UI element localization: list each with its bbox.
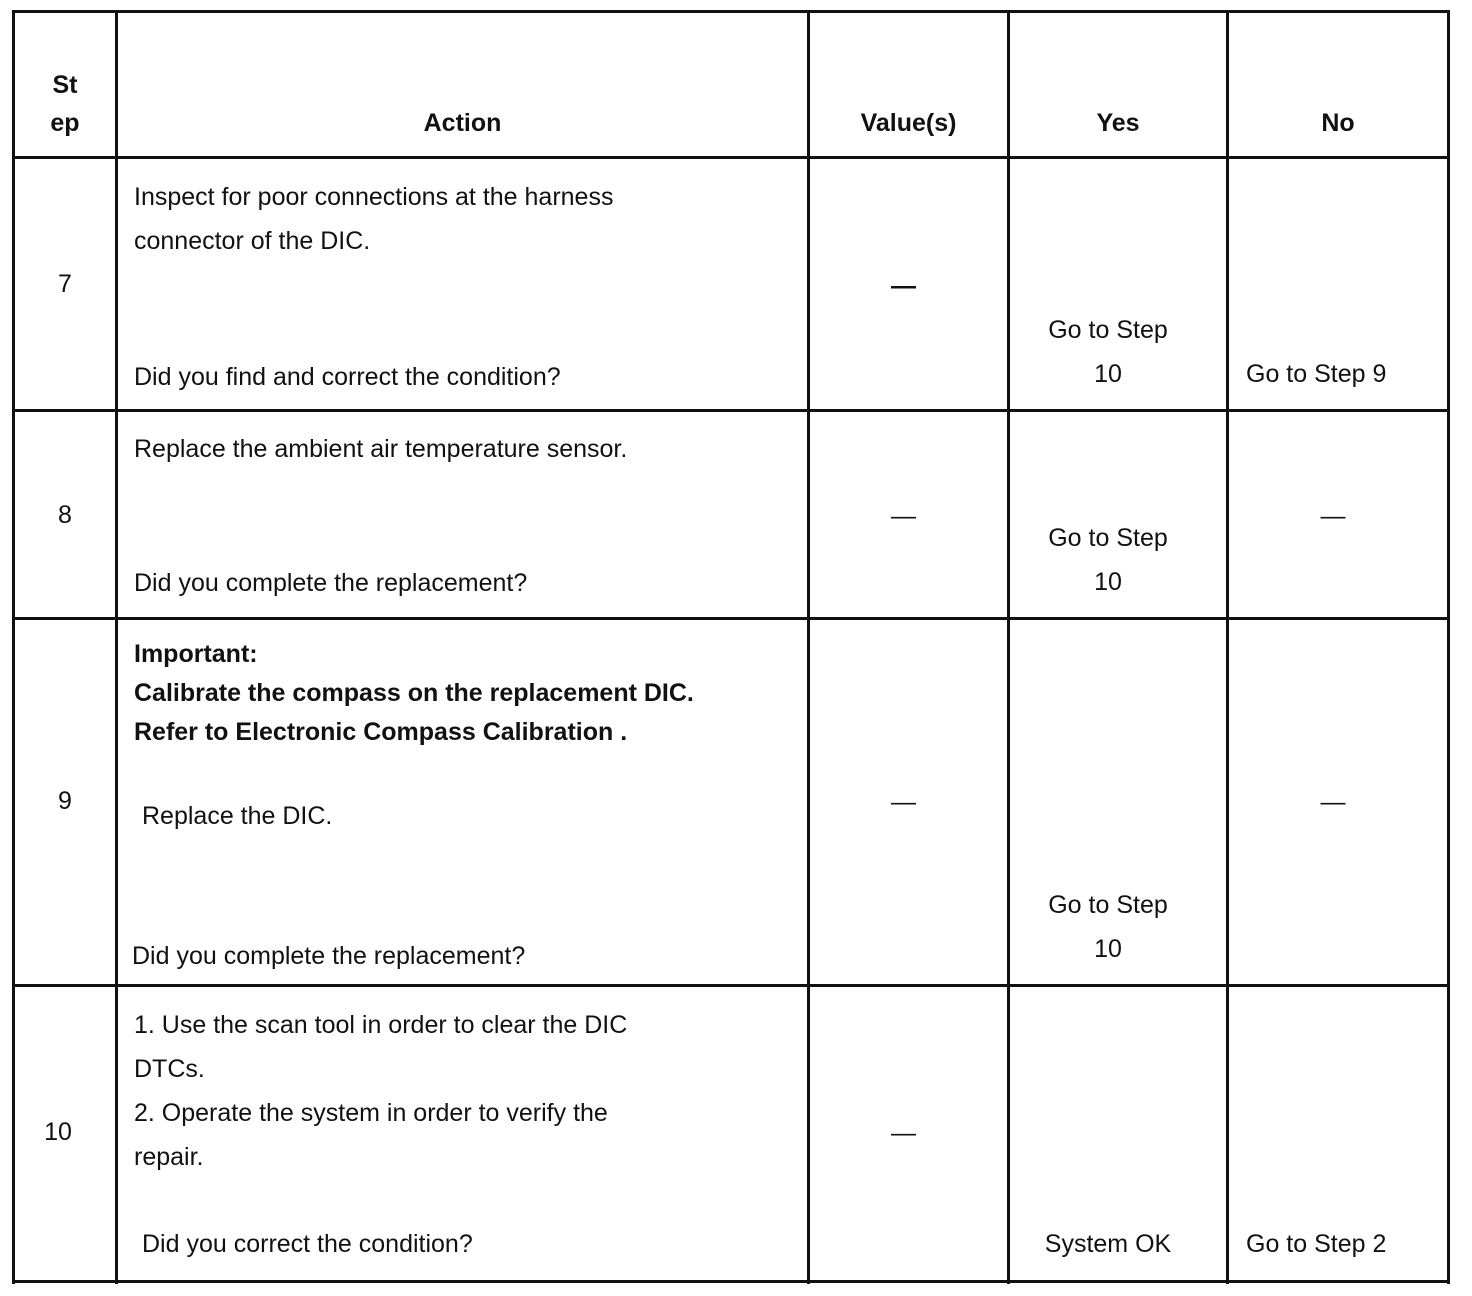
- column-divider: [115, 10, 118, 1284]
- row-divider: [12, 409, 1450, 412]
- header-yes: Yes: [1096, 109, 1140, 137]
- action-question: Did you complete the replacement?: [134, 569, 528, 597]
- action-question: Did you complete the replacement?: [132, 942, 526, 970]
- table-border-left: [12, 10, 15, 1284]
- header-step-line: ep: [50, 109, 80, 137]
- step-number: 8: [58, 501, 72, 529]
- header-values: Value(s): [860, 109, 957, 137]
- value-dash: —: [891, 272, 916, 300]
- table-border-bottom: [12, 1280, 1450, 1283]
- header-divider: [12, 156, 1450, 159]
- column-divider: [807, 10, 810, 1284]
- no-action: Go to Step 9: [1246, 360, 1387, 388]
- action-text: repair.: [134, 1143, 204, 1171]
- action-question: Did you find and correct the condition?: [134, 363, 561, 391]
- yes-action: 10: [1094, 935, 1122, 963]
- no-action: Go to Step 2: [1246, 1230, 1387, 1258]
- action-text: DTCs.: [134, 1055, 205, 1083]
- action-text: 1. Use the scan tool in order to clear the DIC: [134, 1011, 628, 1039]
- action-text: Replace the DIC.: [142, 802, 333, 830]
- action-text: 2. Operate the system in order to verify the: [134, 1099, 608, 1127]
- yes-action: 10: [1094, 568, 1122, 596]
- step-number: 7: [58, 270, 72, 298]
- header-step-line: St: [52, 71, 78, 99]
- diagnostic-table: [12, 10, 1450, 1284]
- yes-action: Go to Step: [1048, 316, 1168, 344]
- important-label: Important:: [134, 640, 258, 668]
- yes-action: System OK: [1044, 1230, 1172, 1258]
- step-number: 9: [58, 787, 72, 815]
- header-step: [15, 66, 115, 142]
- action-question: Did you correct the condition?: [142, 1230, 473, 1258]
- yes-action: 10: [1094, 360, 1122, 388]
- header-no: No: [1321, 109, 1355, 137]
- yes-action: Go to Step: [1048, 891, 1168, 919]
- header-action: Action: [423, 109, 502, 137]
- action-text: connector of the DIC.: [134, 227, 371, 255]
- table-border-right: [1447, 10, 1450, 1284]
- action-text: Inspect for poor connections at the harness: [134, 183, 614, 211]
- value-dash: —: [891, 1119, 916, 1147]
- column-divider: [1007, 10, 1010, 1284]
- important-text: Refer to Electronic Compass Calibration .: [134, 718, 628, 746]
- action-text: Replace the ambient air temperature sensor.: [134, 435, 628, 463]
- value-dash: —: [891, 788, 916, 816]
- value-dash: —: [891, 502, 916, 530]
- no-dash: —: [1320, 788, 1346, 816]
- important-text: Calibrate the compass on the replacement DIC.: [134, 679, 694, 707]
- row-divider: [12, 617, 1450, 620]
- row-divider: [12, 984, 1450, 987]
- column-divider: [1226, 10, 1229, 1284]
- no-dash: —: [1320, 502, 1346, 530]
- table-border-top: [12, 10, 1450, 13]
- yes-action: Go to Step: [1048, 524, 1168, 552]
- step-number: 10: [44, 1118, 72, 1146]
